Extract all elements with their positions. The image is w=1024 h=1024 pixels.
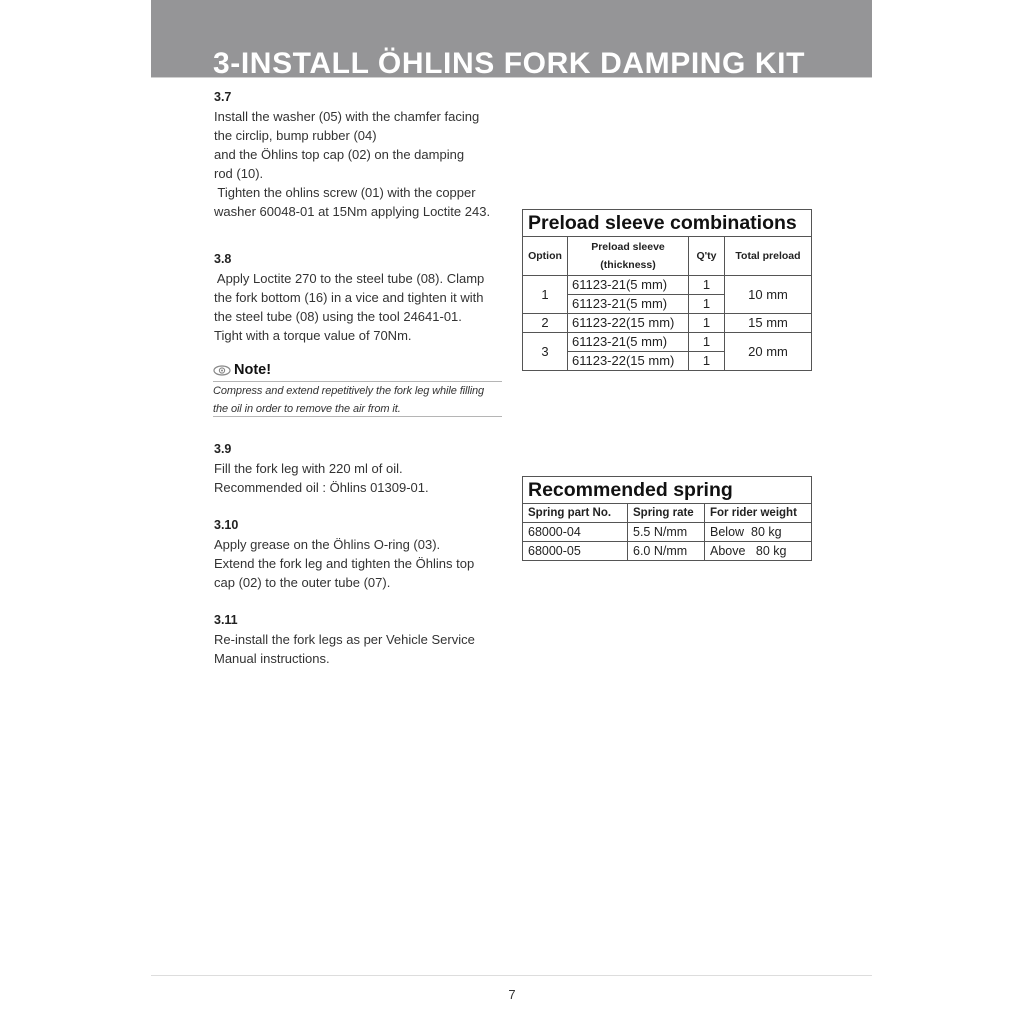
step-text-line: Apply Loctite 270 to the steel tube (08). Clamp: [214, 271, 485, 286]
step-3-9: [214, 440, 514, 497]
step-text-line: Apply grease on the Öhlins O-ring (03).: [214, 537, 441, 552]
sleeve-cell: 61123-21(5 mm): [568, 276, 689, 295]
page-number: 7: [508, 987, 516, 1002]
step-number: 3.11: [214, 613, 238, 627]
step-number: 3.9: [214, 442, 232, 456]
header-qty: Q'ty: [689, 237, 725, 276]
rider-weight-cell: Below 80 kg: [705, 523, 812, 542]
footer-divider: [151, 975, 872, 976]
step-3-8: [214, 250, 514, 345]
step-text-line: Install the washer (05) with the chamfer facing: [214, 109, 480, 124]
step-text-line: Fill the fork leg with 220 ml of oil.: [214, 461, 403, 476]
step-text-line: the fork bottom (16) in a vice and tighten it with: [214, 290, 484, 305]
table-row: [523, 542, 812, 561]
step-number: 3.8: [214, 252, 232, 266]
qty-cell: 1: [689, 352, 725, 371]
spring-rate-cell: 6.0 N/mm: [628, 542, 705, 561]
step-3-7: [214, 88, 514, 221]
step-text-line: Tighten the ohlins screw (01) with the copper: [214, 185, 476, 200]
total-preload-cell: 20 mm: [725, 333, 812, 371]
option-cell: 2: [523, 314, 568, 333]
sleeve-cell: 61123-21(5 mm): [568, 295, 689, 314]
spring-part-cell: 68000-05: [523, 542, 628, 561]
header-preload-sleeve-line: Preload sleeve: [591, 241, 665, 253]
step-text-line: Extend the fork leg and tighten the Öhlins top: [214, 556, 475, 571]
page-title: 3-INSTALL ÖHLINS FORK DAMPING KIT: [213, 47, 806, 80]
recommended-spring-table: [522, 476, 812, 561]
header-spring-rate: Spring rate: [628, 504, 705, 523]
header-preload-sleeve: [568, 237, 689, 276]
header-option: Option: [523, 237, 568, 276]
total-preload-cell: 10 mm: [725, 276, 812, 314]
note-heading: [213, 362, 271, 378]
header-thickness-line: (thickness): [600, 259, 656, 271]
header-spring-part-no: Spring part No.: [523, 504, 628, 523]
note-text-line: Compress and extend repetitively the fork leg while filling: [213, 385, 485, 397]
spring-table-title: Recommended spring: [523, 477, 812, 504]
step-text-line: cap (02) to the outer tube (07).: [214, 575, 391, 590]
step-text-line: Manual instructions.: [214, 651, 330, 666]
option-cell: 3: [523, 333, 568, 371]
step-text-line: washer 60048-01 at 15Nm applying Loctite 243.: [214, 204, 491, 219]
note-text-line: the oil in order to remove the air from it.: [213, 403, 401, 415]
step-text-line: and the Öhlins top cap (02) on the damping: [214, 147, 465, 162]
step-3-11: [214, 611, 514, 668]
qty-cell: 1: [689, 314, 725, 333]
qty-cell: 1: [689, 295, 725, 314]
step-text-line: the steel tube (08) using the tool 24641-01.: [214, 309, 462, 324]
sleeve-cell: 61123-22(15 mm): [568, 314, 689, 333]
step-3-10: [214, 516, 514, 592]
header-rider-weight: For rider weight: [705, 504, 812, 523]
step-text-line: Tight with a torque value of 70Nm.: [214, 328, 412, 343]
note-divider-bottom: [213, 416, 502, 417]
eye-icon: [213, 365, 231, 376]
rider-weight-cell: Above 80 kg: [705, 542, 812, 561]
spring-part-cell: 68000-04: [523, 523, 628, 542]
header-total-preload: Total preload: [725, 237, 812, 276]
step-text-line: the circlip, bump rubber (04): [214, 128, 377, 143]
table-row: [523, 276, 812, 295]
qty-cell: 1: [689, 333, 725, 352]
sleeve-cell: 61123-22(15 mm): [568, 352, 689, 371]
step-text-line: rod (10).: [214, 166, 264, 181]
step-number: 3.10: [214, 518, 239, 532]
step-text-line: Re-install the fork legs as per Vehicle Service: [214, 632, 475, 647]
step-number: 3.7: [214, 90, 232, 104]
option-cell: 1: [523, 276, 568, 314]
spring-rate-cell: 5.5 N/mm: [628, 523, 705, 542]
preload-table-title: Preload sleeve combinations: [523, 210, 812, 237]
table-row: [523, 333, 812, 352]
table-row: [523, 314, 812, 333]
step-text-line: Recommended oil : Öhlins 01309-01.: [214, 480, 429, 495]
table-row: [523, 523, 812, 542]
preload-sleeve-table: [522, 209, 812, 371]
note-text: [213, 382, 505, 418]
sleeve-cell: 61123-21(5 mm): [568, 333, 689, 352]
note-title: Note!: [234, 362, 272, 378]
qty-cell: 1: [689, 276, 725, 295]
total-preload-cell: 15 mm: [725, 314, 812, 333]
